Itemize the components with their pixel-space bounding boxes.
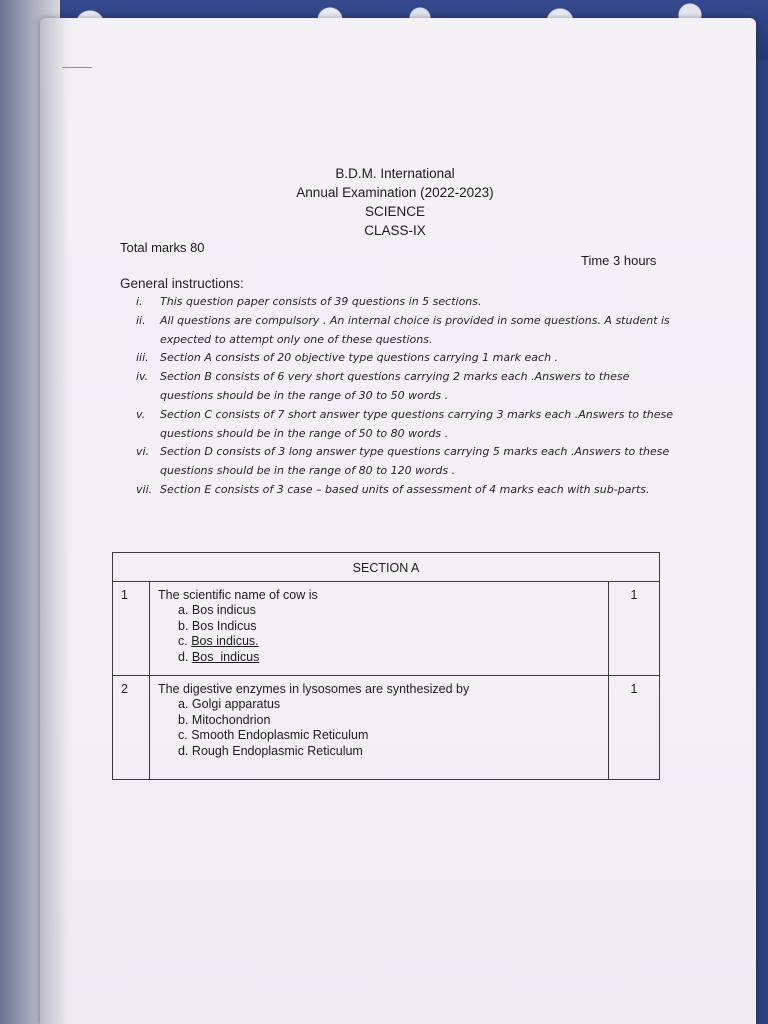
instruction-number: iv.: [136, 370, 149, 384]
instruction-number: v.: [136, 407, 146, 421]
option-item: [178, 603, 600, 619]
instruction-number: vii.: [136, 482, 153, 496]
question-body: [150, 582, 609, 676]
question-row: [113, 582, 660, 676]
option-item: [178, 697, 600, 713]
question-body: [150, 676, 609, 780]
option-label: a.: [178, 697, 189, 711]
options-list: [158, 697, 600, 759]
question-text: The scientific name of cow is: [158, 588, 318, 602]
instruction-item: [136, 406, 676, 444]
instruction-text: Section C consists of 7 short answer type questions carrying 3 marks each .Answers to these questions should be in the range of 50 to 80 words .: [160, 407, 674, 440]
paper-header: [250, 164, 540, 240]
option-label: a.: [178, 603, 189, 617]
page-pencil-mark: [62, 67, 92, 68]
section-a-table: [112, 552, 660, 780]
total-marks: Total marks 80: [120, 240, 205, 255]
question-marks: 1: [609, 676, 660, 780]
question-number: 2: [113, 676, 150, 780]
school-name: B.D.M. International: [335, 166, 455, 181]
option-item: [178, 634, 600, 650]
instruction-text: All questions are compulsory . An internal choice is provided in some questions. A student is expected to attempt only one of these questions.: [160, 313, 670, 346]
subject-title: SCIENCE: [364, 204, 425, 219]
instruction-number: iii.: [136, 351, 149, 365]
section-header-row: [113, 553, 660, 582]
option-label: d.: [178, 649, 189, 664]
option-item: [178, 619, 600, 635]
instruction-item: [136, 293, 676, 312]
instruction-item: [136, 349, 676, 368]
option-text: Smooth Endoplasmic Reticulum: [191, 728, 369, 742]
option-item: [178, 744, 600, 760]
option-label: d.: [178, 743, 189, 758]
option-label: c.: [178, 634, 188, 648]
question-row: [113, 676, 660, 780]
question-number: 1: [113, 582, 150, 676]
instruction-item: [136, 443, 676, 481]
instruction-text: This question paper consists of 39 questions in 5 sections.: [160, 295, 482, 308]
option-text: Rough Endoplasmic Reticulum: [191, 743, 363, 758]
option-item: [178, 650, 600, 666]
instruction-text: Section B consists of 6 very short questions carrying 2 marks each .Answers to these questions should be in the range of 30 to 50 words .: [160, 370, 630, 402]
class-title: CLASS-IX: [364, 223, 426, 238]
option-label: c.: [178, 728, 188, 742]
instruction-text: Section A consists of 20 objective type questions carrying 1 mark each .: [160, 351, 559, 365]
instruction-number: ii.: [136, 313, 146, 327]
option-text: Bos indicus: [191, 649, 260, 664]
option-text: Bos indicus: [191, 603, 256, 617]
instruction-text: Section D consists of 3 long answer type questions carrying 5 marks each .Answers to these questions should be in the range of 80 to 120 words .: [160, 445, 670, 478]
page-edge-shadow: [40, 18, 70, 1024]
option-text: Bos indicus.: [191, 634, 259, 648]
option-item: [178, 728, 600, 744]
option-text: Golgi apparatus: [191, 697, 281, 711]
option-label: b.: [178, 712, 189, 727]
question-marks: 1: [609, 582, 660, 676]
instruction-number: vi.: [136, 445, 150, 459]
instruction-number: i.: [136, 295, 143, 308]
question-text: The digestive enzymes in lysosomes are synthesized by: [158, 682, 470, 696]
option-item: [178, 713, 600, 729]
instruction-item: [136, 481, 676, 500]
instruction-text: Section E consists of 3 case – based units of assessment of 4 marks each with sub-parts.: [160, 482, 650, 496]
instruction-item: [136, 312, 676, 350]
option-label: b.: [178, 618, 189, 633]
section-a-title: SECTION A: [113, 553, 660, 582]
options-list: [158, 603, 600, 665]
instructions-heading: General instructions:: [120, 276, 244, 291]
instructions-list: [136, 293, 676, 500]
instruction-item: [136, 368, 676, 406]
time-allowed: Time 3 hours: [581, 253, 657, 268]
exam-title: Annual Examination (2022-2023): [296, 185, 494, 200]
option-text: Bos Indicus: [191, 618, 257, 633]
option-text: Mitochondrion: [191, 712, 271, 727]
